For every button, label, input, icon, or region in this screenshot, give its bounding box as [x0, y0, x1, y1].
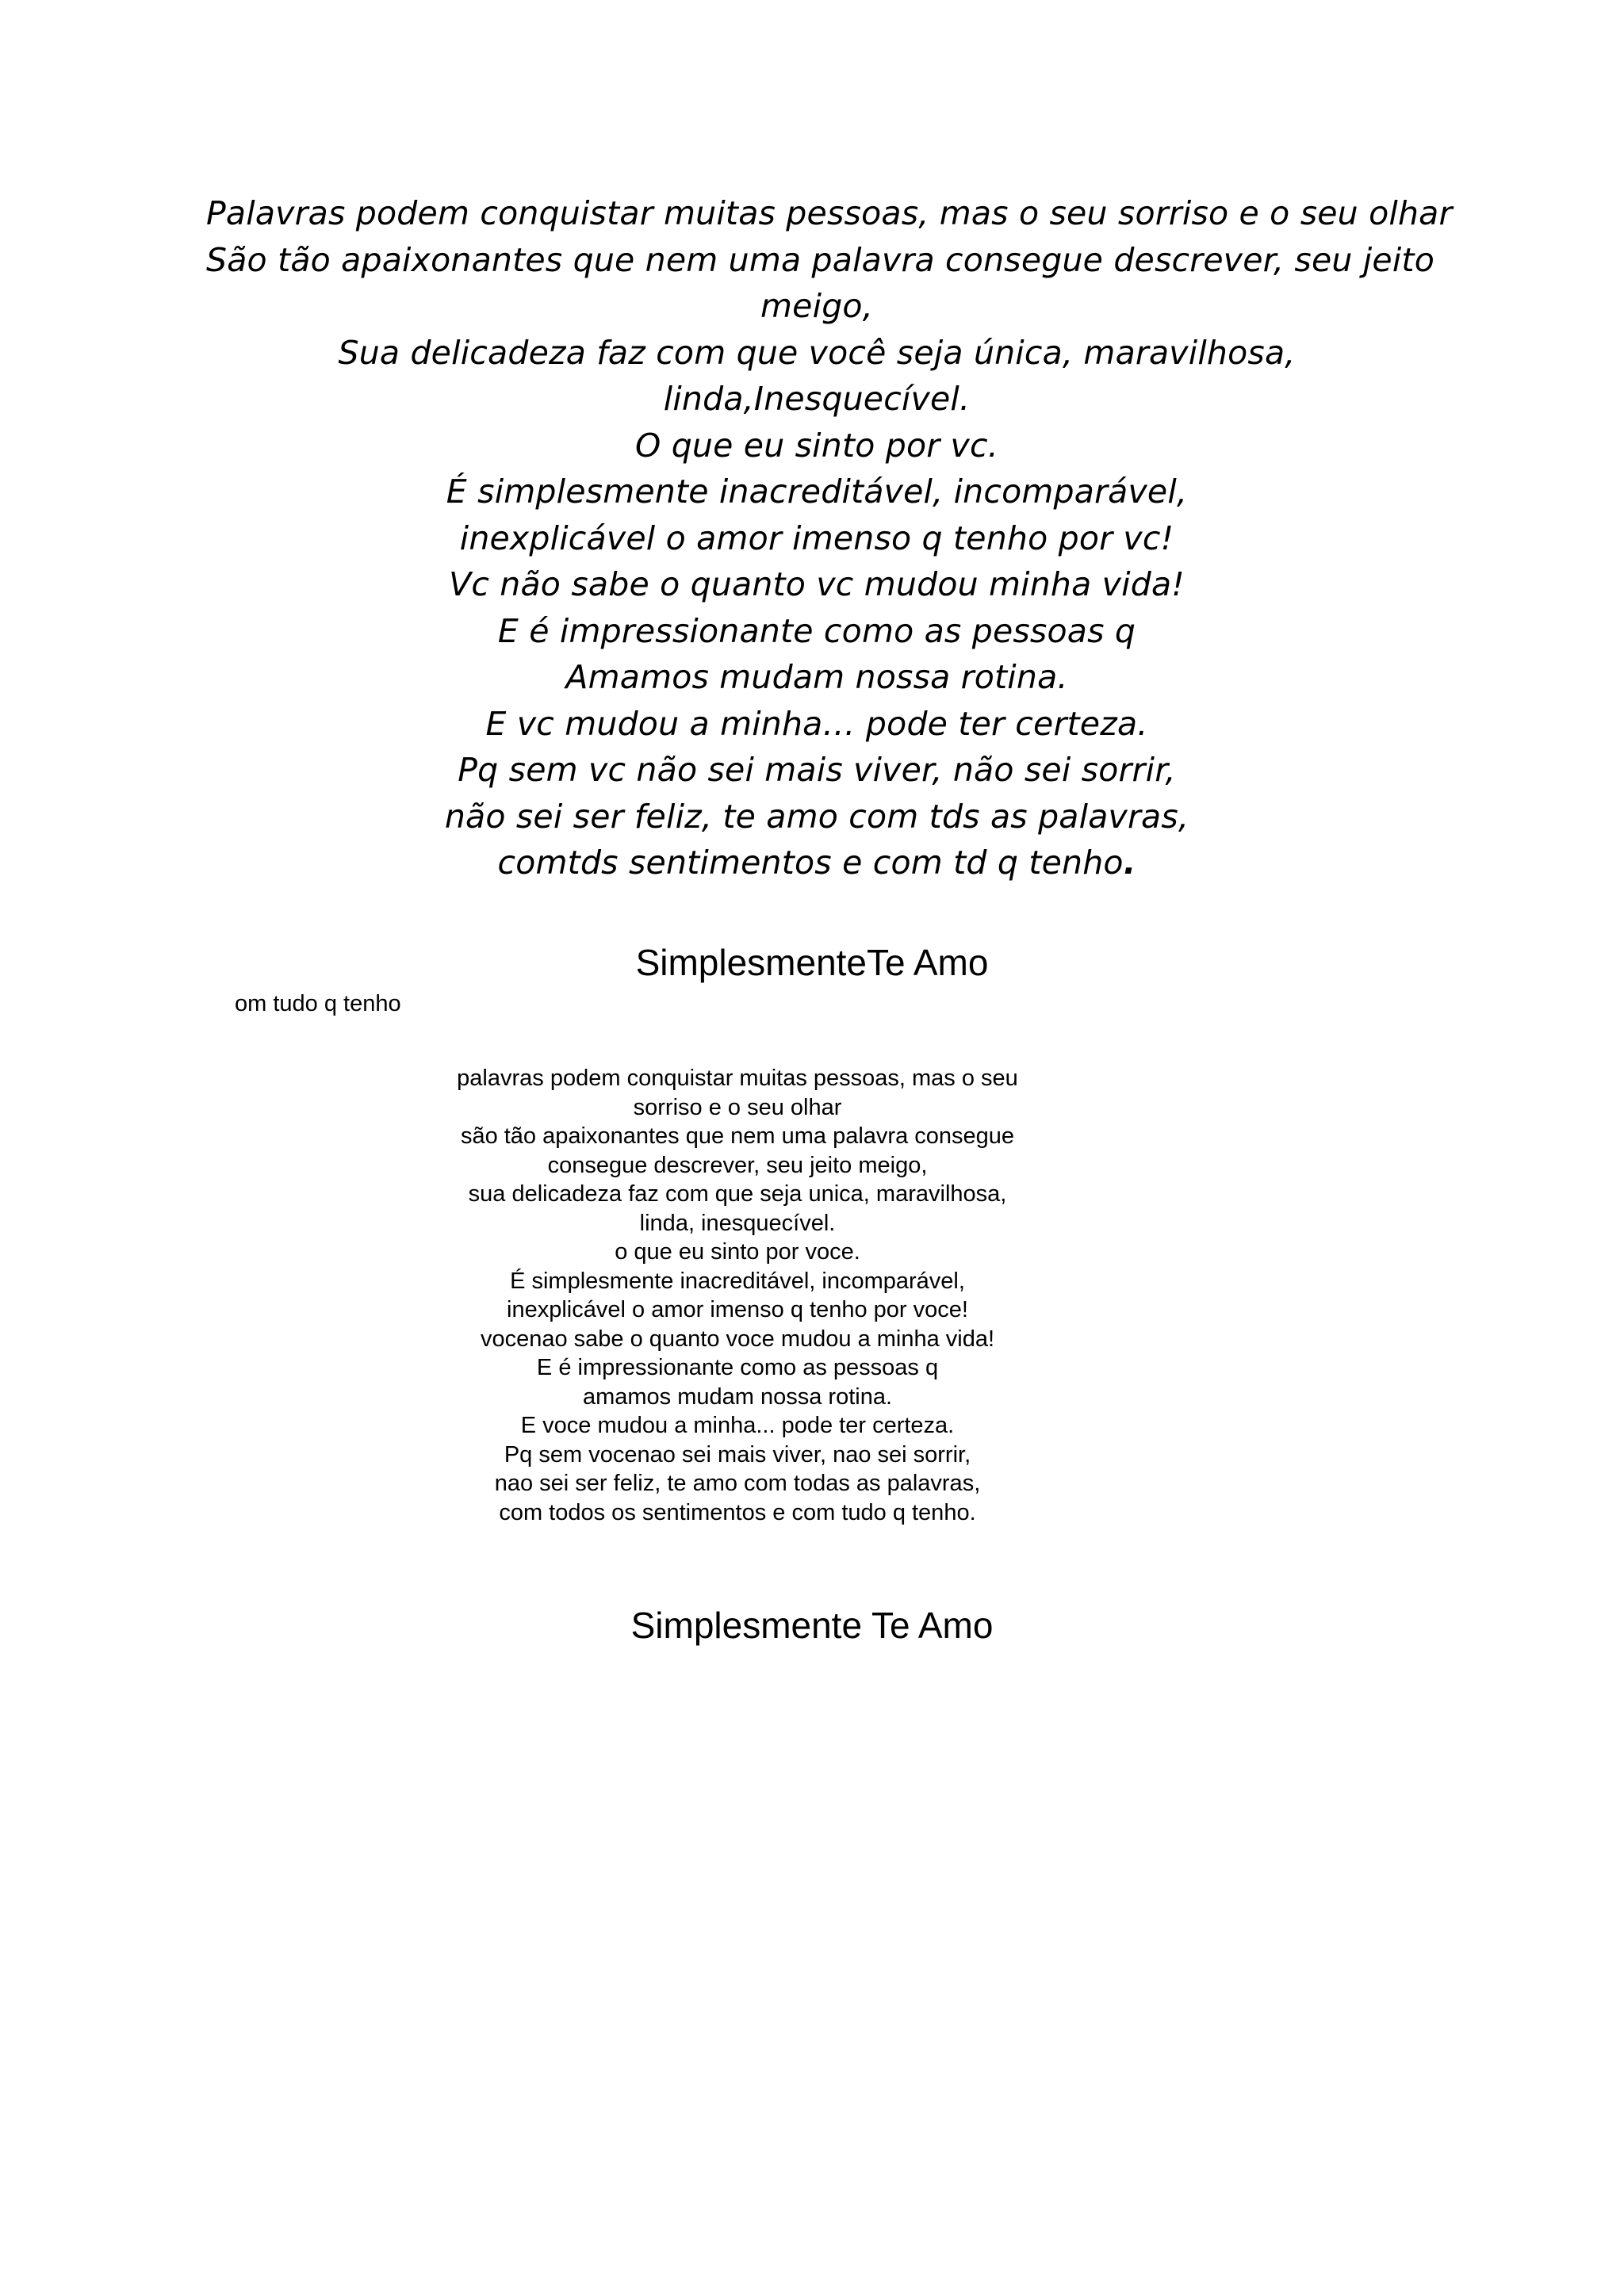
poem-plain-line: vocenao sabe o quanto voce mudou a minha vida! — [480, 1326, 995, 1352]
poem-plain-block — [420, 1064, 1055, 1527]
poem-italic-line: Vc não sabe o quanto vc mudou minha vida! — [449, 565, 1185, 603]
poem-plain-line: consegue descrever, seu jeito meigo, — [547, 1152, 928, 1178]
poem-italic-line: Pq sem vc não sei mais viver, não sei sorrir, — [458, 751, 1176, 789]
poem-italic-line: inexplicável o amor imenso q tenho por vc! — [459, 519, 1174, 557]
poem-plain-line: É simplesmente inacreditável, incomparável, — [510, 1268, 965, 1294]
stray-text-line: om tudo q tenho — [235, 991, 401, 1016]
poem-italic-line: E vc mudou a minha… pode ter certeza. — [485, 704, 1148, 743]
poem-italic-line: E é impressionante como as pessoas q — [497, 611, 1136, 650]
poem-italic-line: São tão apaixonantes que nem uma palavra consegue descrever, seu jeito — [206, 240, 1434, 279]
poem-italic-final-period: . — [1123, 844, 1136, 882]
poem-italic-block — [206, 190, 1453, 886]
poem-italic-line: não sei ser feliz, te amo com tds as palavras, — [444, 797, 1189, 836]
poem-plain-line: com todos os sentimentos e com tudo q tenho. — [499, 1499, 976, 1525]
poem-plain-line: o que eu sinto por voce. — [615, 1239, 860, 1265]
poem-plain-line: sorriso e o seu olhar — [633, 1094, 842, 1120]
heading-simplesmente-te-amo-1: SimplesmenteTe Amo — [635, 942, 989, 983]
poem-plain-line: sua delicadeza faz com que seja unica, maravilhosa, — [468, 1181, 1007, 1207]
poem-plain-line: nao sei ser feliz, te amo com todas as palavras, — [494, 1471, 981, 1496]
poem-italic-line: Amamos mudam nossa rotina. — [565, 658, 1068, 696]
poem-plain-line: E voce mudou a minha... pode ter certeza. — [520, 1413, 955, 1438]
poem-italic-line: Palavras podem conquistar muitas pessoas, mas o seu sorriso e o seu olhar — [206, 194, 1453, 232]
poem-plain-line: Pq sem vocenao sei mais viver, nao sei sorrir, — [504, 1441, 971, 1468]
poem-plain-line: linda, inesquecível. — [639, 1210, 836, 1236]
poem-plain-line: amamos mudam nossa rotina. — [582, 1383, 893, 1410]
poem-italic-line: linda,Inesquecível. — [663, 380, 971, 418]
poem-italic-last-line-text: comtds sentimentos e com td q tenho — [497, 844, 1124, 882]
poem-italic-line: É simplesmente inacreditável, incomparável, — [446, 473, 1188, 511]
poem-italic-line: Sua delicadeza faz com que você seja única, maravilhosa, — [338, 333, 1296, 372]
heading-simplesmente-te-amo-2: Simplesmente Te Amo — [630, 1605, 994, 1646]
poem-plain-line: palavras podem conquistar muitas pessoas, mas o seu — [457, 1066, 1018, 1091]
poem-italic-line: O que eu sinto por vc. — [635, 426, 998, 465]
poem-italic-line: meigo, — [760, 287, 873, 325]
poem-italic-last-line — [206, 840, 1427, 886]
poem-plain-line: são tão apaixonantes que nem uma palavra consegue — [460, 1123, 1015, 1149]
poem-plain-line: E é impressionante como as pessoas q — [536, 1355, 939, 1380]
poem-plain-line: inexplicável o amor imenso q tenho por voce! — [507, 1297, 968, 1322]
